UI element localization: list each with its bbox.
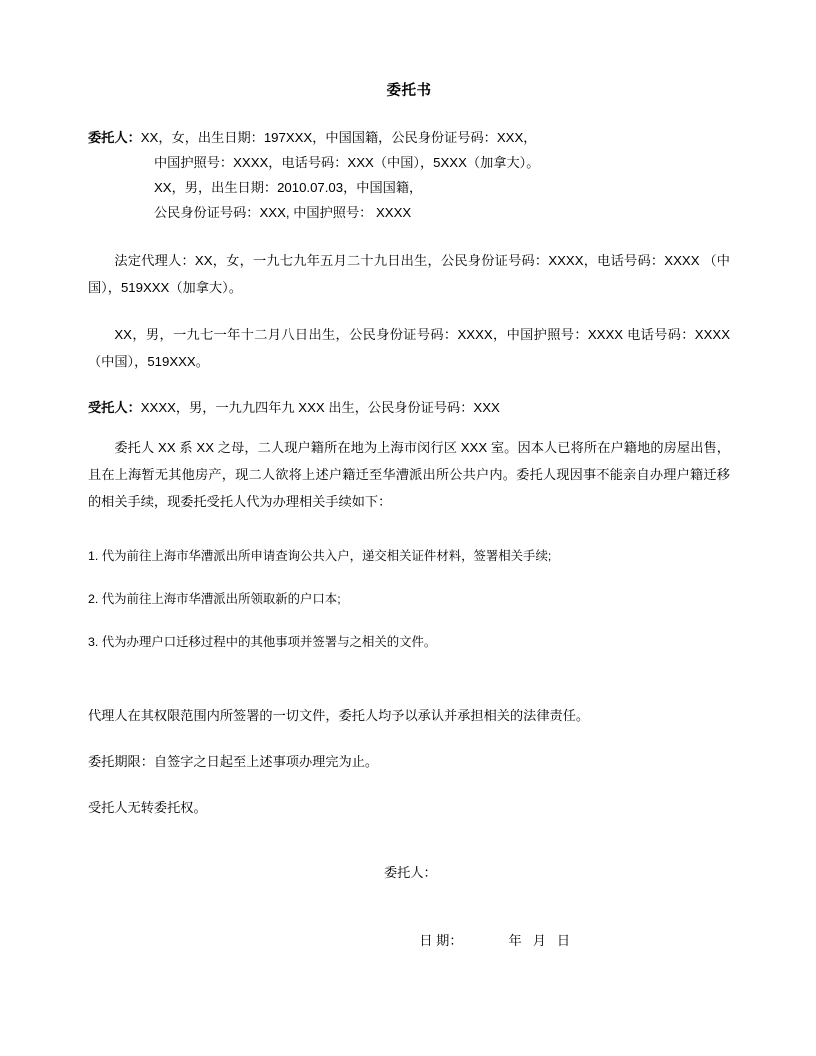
principal-line-4: 公民身份证号码：XXX, 中国护照号： XXXX	[154, 205, 412, 221]
principal-colon: ：	[127, 130, 141, 146]
trustee-label: 受托人	[88, 400, 128, 416]
legal-guardian-mother: 法定代理人：XX，女，一九七九年五月二十九日出生，公民身份证号码：XXXX，电话号码：XXXX （中国），519XXX（加拿大）。	[88, 253, 730, 296]
principal-block	[88, 125, 730, 225]
signature-date-row	[88, 890, 730, 992]
trustee-block	[88, 395, 730, 420]
trustee-colon: ：	[127, 400, 141, 416]
signature-date-fields: 年 月 日	[508, 933, 571, 949]
entrusted-item: 1. 代为前往上海市华漕派出所申请查询公共入户，递交相关证件材料，签署相关手续;	[88, 549, 552, 564]
signature-principal-label: 委托人：	[384, 865, 437, 881]
legal-guardian-father: XX，男，一九七一年十二月八日出生，公民身份证号码：XXXX，中国护照号：XXXX 电话号码：XXXX（中国），519XXX。	[88, 327, 730, 370]
background-paragraph: 委托人 XX 系 XX 之母，二人现户籍所在地为上海市闵行区 XXX 室。因本人已将所在户籍地的房屋出售，且在上海暂无其他房产，现二人欲将上述户籍迁至华漕派出所公共户内。委托人现因事不能亲自办理户籍迁移的相关手续，现委托受托人代为办理相关手续如下：	[88, 440, 730, 510]
principal-line-2: 中国护照号：XXXX，电话号码：XXX（中国），5XXX（加拿大）。	[154, 155, 540, 171]
document-body	[88, 80, 730, 992]
closing-statement-no-sub-delegation: 受托人无转委托权。	[88, 800, 207, 816]
entrusted-item: 3. 代为办理户口迁移过程中的其他事项并签署与之相关的文件。	[88, 635, 437, 650]
page-title: 委托书	[386, 83, 432, 99]
entrusted-item: 2. 代为前往上海市华漕派出所领取新的户口本;	[88, 592, 341, 607]
closing-statement-liability: 代理人在其权限范围内所签署的一切文件，委托人均予以承认并承担相关的法律责任。	[88, 708, 590, 724]
spacer	[88, 515, 730, 545]
spacer	[88, 307, 730, 321]
closing-statement-term: 委托期限：自签字之日起至上述事项办理完为止。	[88, 754, 379, 770]
spacer	[88, 381, 730, 395]
spacer	[88, 420, 730, 434]
spacer	[88, 674, 730, 704]
principal-line-1: XX，女，出生日期：197XXX，中国国籍，公民身份证号码：XXX，	[140, 130, 537, 146]
principal-line-3: XX，男，出生日期：2010.07.03，中国国籍，	[154, 180, 423, 196]
signature-date-label: 日 期：	[419, 933, 463, 949]
trustee-text: XXXX，男，一九九四年九 XXX 出生，公民身份证号码：XXX	[140, 400, 500, 416]
principal-label: 委托人	[88, 130, 128, 146]
spacer	[88, 225, 730, 247]
signature-block	[88, 856, 730, 992]
